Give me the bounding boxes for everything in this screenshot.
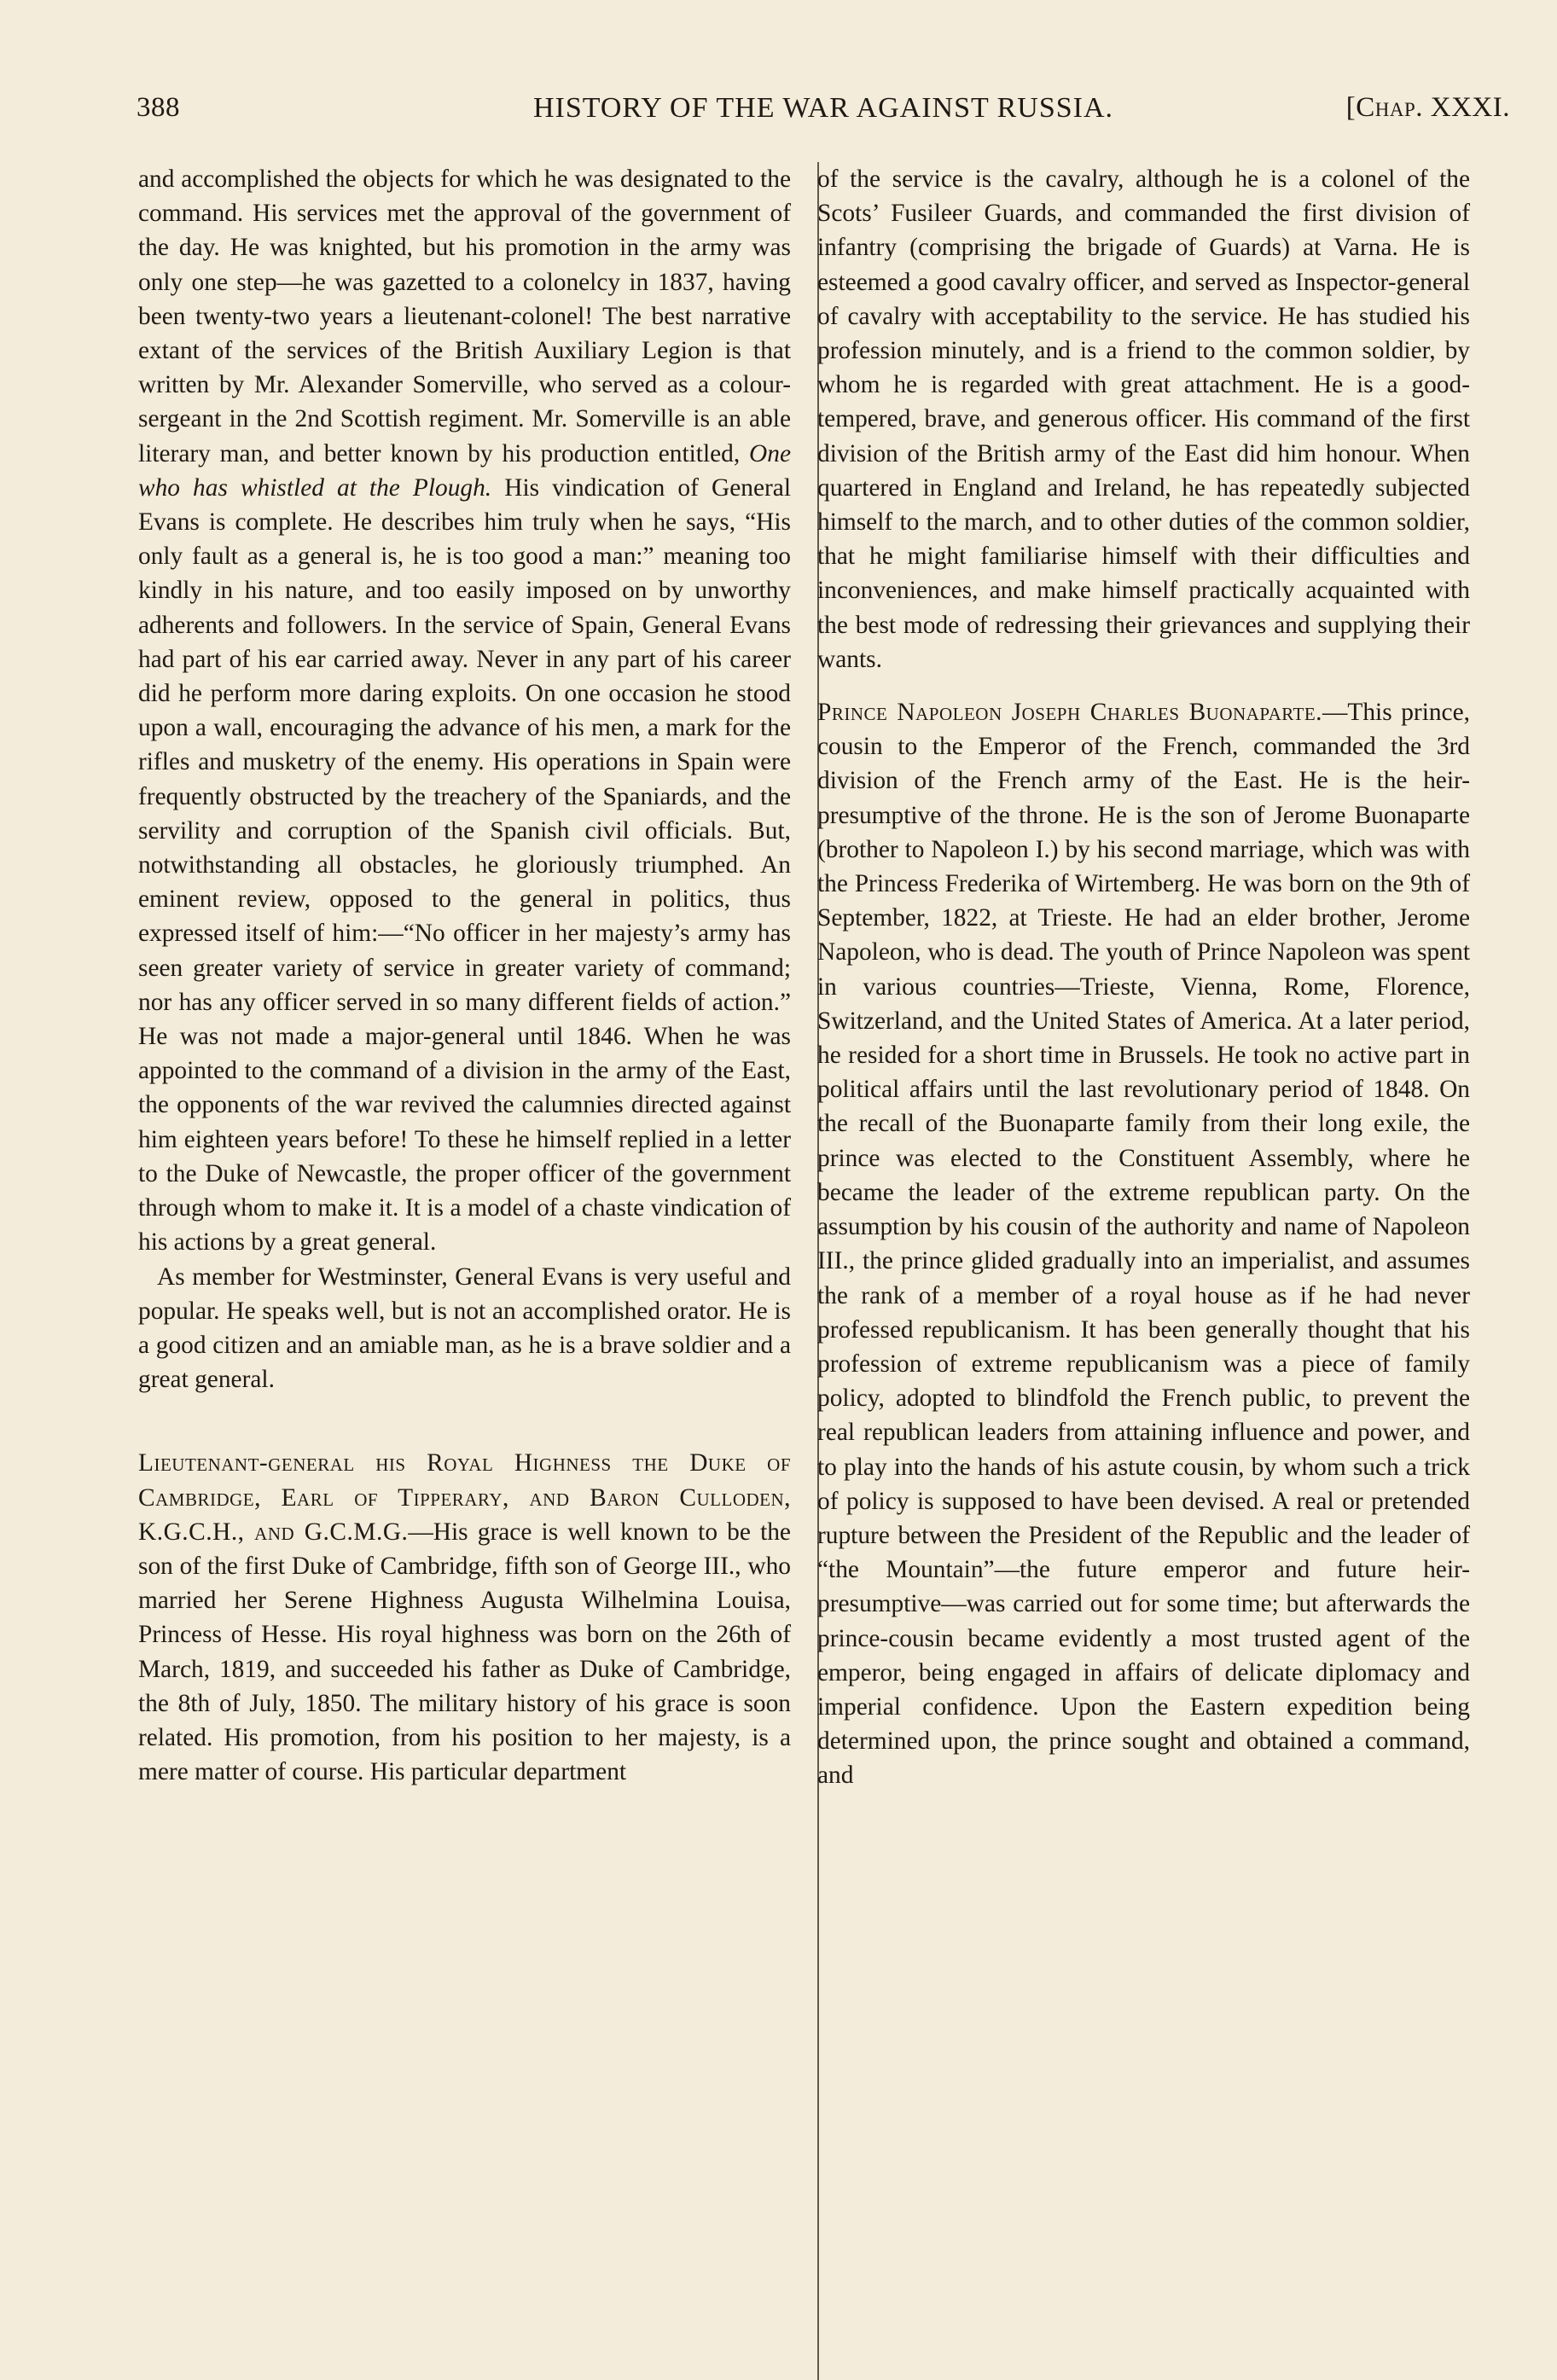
- entry-text: —This prince, cousin to the Emperor of the French, commanded the 3rd division of the French army of the East. He is the heir-presumptive of the throne. He is the son of Jerome Buonaparte (brother to Napoleon I.) by his second marriage, which was with the Princess Frederika of Wirtemberg. He was born on the 9th of September, 1822, at Trieste. He had an elder brother, Jerome Napoleon, who is dead. The youth of Prince Napoleon was spent in various countries—Trieste, Vienna, Rome, Florence, Switzerland, and the United States of America. At a later period, he resided for a short time in Brussels. He took no active part in political affairs until the last revolutionary period of 1848. On the recall of the Buonaparte family from their long exile, the prince was elected to the Constituent Assembly, where he became the leader of the extreme republican party. On the assumption by his cousin of the authority and name of Napoleon III., the prince glided gradually into an imperialist, and assumes the rank of a member of a royal house as if he had never professed republicanism. It has been generally thought that his profession of extreme republicanism was a piece of family policy, adopted to blindfold the French public, to prevent the real republican leaders from attaining influence and power, and to play into the hands of his astute cousin, by whom such a trick of policy is supposed to have been devised. A real or pretended rupture between the President of the Republic and the leader of “the Mountain”—the future emperor and future heir-presumptive—was carried out for some time; but afterwards the prince-cousin became evidently a most trusted agent of the emperor, being engaged in affairs of delicate diplomacy and imperial confidence. Upon the Eastern expedition being determined upon, the prince sought and obtained a command, and: [817, 699, 1470, 1790]
- running-title: HISTORY OF THE WAR AGAINST RUSSIA.: [532, 92, 1114, 124]
- chapter-label: [Chap. XXXI.: [1345, 92, 1510, 123]
- paragraph-text: His vindication of General Evans is complete. He describes him truly when he says, “His only fault as a general is, he is too good a man:” meaning too kindly in his nature, and too easily imposed on by unworthy adherents and followers. In the service of Spain, General Evans had part of his ear carried away. Never in any part of his career did he perform more daring exploits. On one occasion he stood upon a wall, encouraging the advance of his men, a mark for the rifles and musketry of the enemy. His operations in Spain were frequently obstructed by the treachery of the Spaniards, and the servility and corruption of the Spanish civil officials. But, notwithstanding all obstacles, he gloriously triumphed. An eminent review, opposed to the general in politics, thus expressed itself of him:—“No officer in her majesty’s army has seen greater variety of service in greater variety of command; nor has any officer served in so many different fields of action.” He was not made a major-general until 1846. When he was appointed to the command of a division in the army of the East, the opponents of the war revived the calumnies directed against him eighteen years before! To these he himself replied in a letter to the Duke of Newcastle, the proper officer of the government through whom to make it. It is a model of a chaste vindication of his actions by a great general.: [138, 473, 791, 1257]
- left-column: [138, 162, 791, 1789]
- entry-text: —His grace is well known to be the son of the first Duke of Cambridge, fifth son of George III., who married her Serene Highness Augusta Wilhelmina Louisa, Princess of Hesse. His royal highness was born on the 26th of March, 1819, and succeeded his father as Duke of Cambridge, the 8th of July, 1850. The military history of his grace is soon related. His promotion, from his position to her majesty, is a mere matter of course. His particular department: [138, 1518, 791, 1786]
- entry-heading: Lieutenant-general his Royal Highness the Duke of Cambridge, Earl of Tipperary, and Baron Culloden, K.G.C.H., and G.C.M.G.: [138, 1449, 791, 1546]
- biography-entry: [138, 1446, 791, 1789]
- paragraph: of the service is the cavalry, although he is a colonel of the Scots’ Fusileer Guards, and commanded the first division of infantry (comprising the brigade of Guards) at Varna. He is esteemed a good cavalry officer, and served as Inspector-general of cavalry with acceptability to the service. He has studied his profession minutely, and is a friend to the common soldier, by whom he is regarded with great attachment. He is a good-tempered, brave, and generous officer. His command of the first division of the British army of the East did him honour. When quartered in England and Ireland, he has repeatedly subjected himself to the march, and to other duties of the common soldier, that he might familiarise himself with their difficulties and inconveniences, and make himself practically acquainted with the best mode of redressing their grievances and supplying their wants.: [817, 165, 1470, 673]
- page-number: 388: [137, 92, 180, 123]
- book-title-italic: One who has whistled at the Plough.: [138, 439, 791, 502]
- paragraph: [138, 162, 791, 1260]
- running-header: [137, 92, 1510, 130]
- entry-heading: Prince Napoleon Joseph Charles Buonaparte.: [817, 699, 1322, 727]
- paragraph-text: and accomplished the objects for which he was designated to the command. His services met the approval of the government of the day. He was knighted, but his promotion in the army was only one step—he was gazetted to a colonelcy in 1837, having been twenty-two years a lieutenant-colonel! The best narrative extant of the services of the British Auxiliary Legion is that written by Mr. Alexander Somerville, who served as a colour-sergeant in the 2nd Scottish regiment. Mr. Somerville is an able literary man, and better known by his production entitled,: [138, 165, 791, 467]
- paragraph: As member for Westminster, General Evans is very useful and popular. He speaks well, but is not an accomplished orator. He is a good citizen and an amiable man, as he is a brave soldier and a great general.: [138, 1263, 791, 1394]
- right-column: [817, 162, 1470, 1793]
- biography-entry: [817, 695, 1470, 1793]
